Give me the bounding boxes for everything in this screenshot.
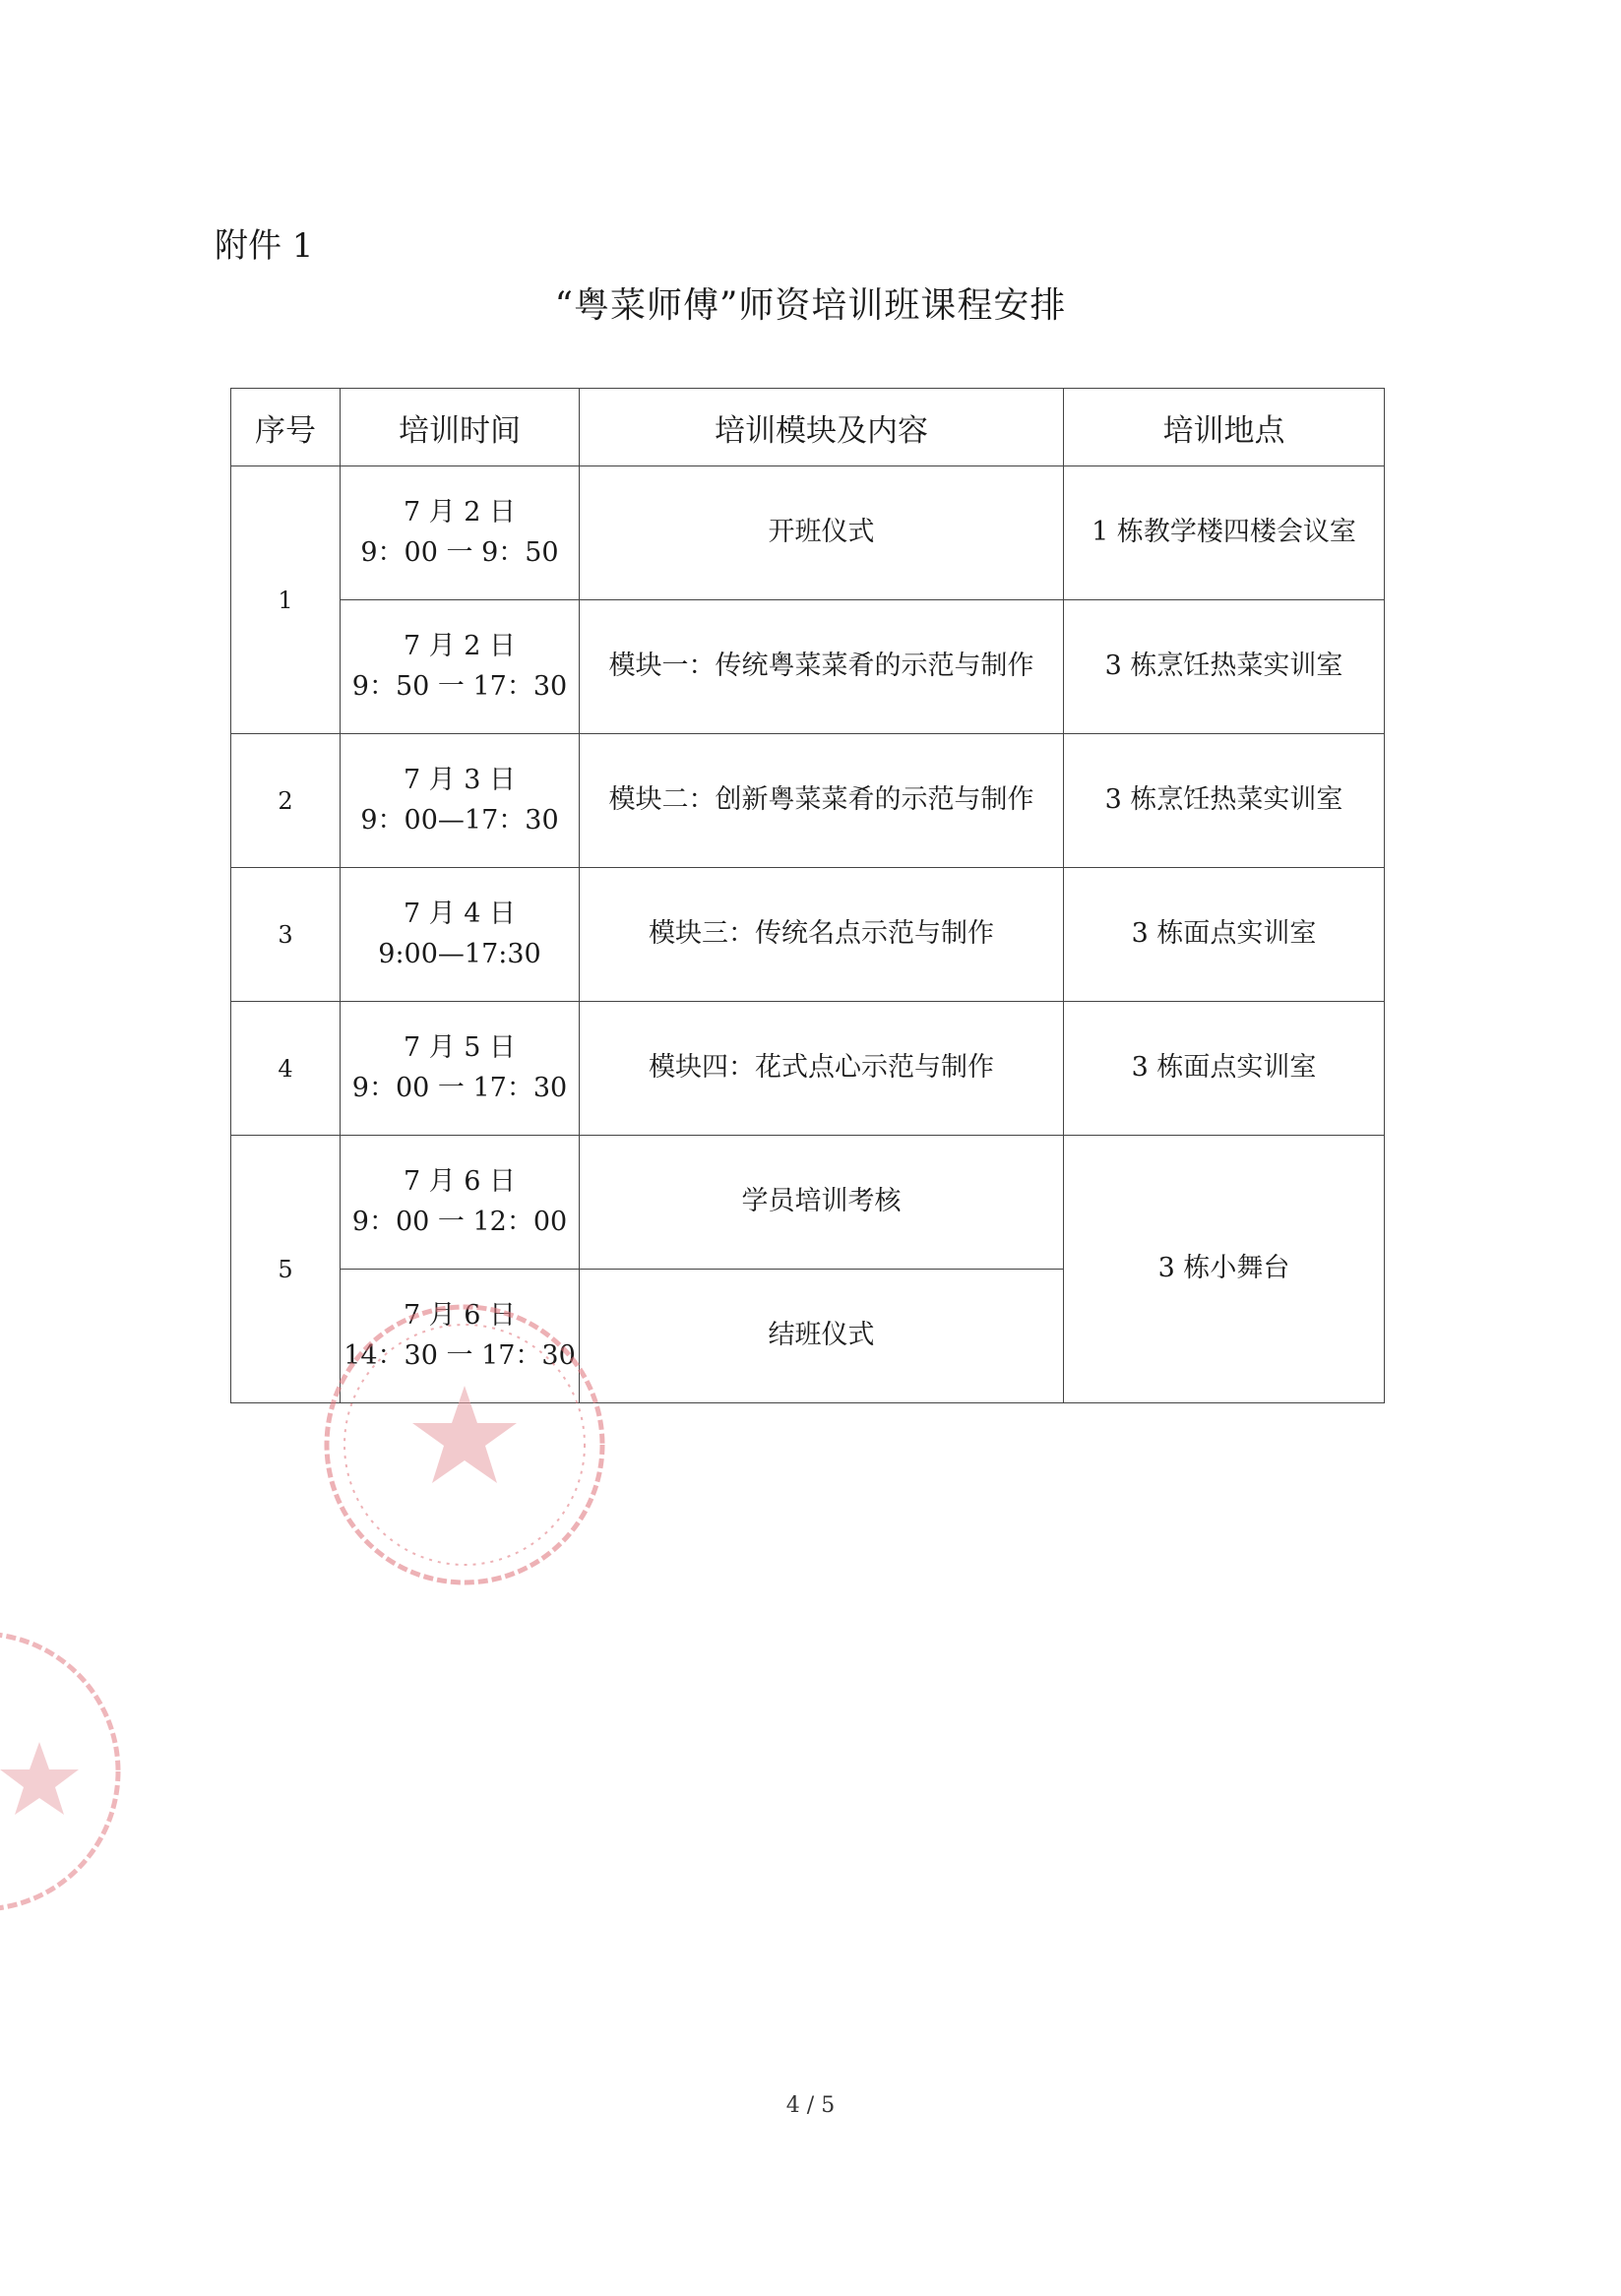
row-number: 2 (231, 734, 341, 868)
module-cell: 开班仪式 (580, 466, 1064, 600)
table-row (231, 600, 1385, 734)
date-text: 7 月 6 日 (403, 1166, 517, 1197)
time-cell (341, 1002, 580, 1136)
time-text: 9：00 一 12：00 (351, 1206, 568, 1237)
time-text: 9：00 一 9：50 (360, 536, 559, 568)
module-cell: 模块一：传统粤菜菜肴的示范与制作 (580, 600, 1064, 734)
page-number: 4 / 5 (785, 2093, 836, 2118)
time-cell (341, 600, 580, 734)
row-number: 3 (231, 868, 341, 1002)
location-cell: 3 栋烹饪热菜实训室 (1064, 600, 1385, 734)
time-cell (341, 734, 580, 868)
time-cell (341, 868, 580, 1002)
table-header-row (231, 389, 1385, 466)
date-text: 7 月 4 日 (403, 899, 517, 929)
table-row (231, 466, 1385, 600)
module-cell: 学员培训考核 (580, 1136, 1064, 1270)
location-cell: 3 栋面点实训室 (1064, 1002, 1385, 1136)
partial-seal-stamp (0, 1594, 138, 1949)
table-row (231, 1136, 1385, 1270)
location-cell: 3 栋烹饪热菜实训室 (1064, 734, 1385, 868)
location-cell: 3 栋面点实训室 (1064, 868, 1385, 1002)
table-row (231, 734, 1385, 868)
date-text: 7 月 3 日 (403, 765, 517, 795)
attachment-label: 附件 1 (215, 226, 314, 266)
header-module: 培训模块及内容 (580, 389, 1064, 466)
row-number: 4 (231, 1002, 341, 1136)
time-text: 14：30 一 17：30 (343, 1339, 576, 1371)
time-cell (341, 1136, 580, 1270)
row-number: 5 (231, 1136, 341, 1403)
row-number: 1 (231, 466, 341, 734)
time-cell (341, 466, 580, 600)
module-cell: 模块二：创新粤菜菜肴的示范与制作 (580, 734, 1064, 868)
date-text: 7 月 5 日 (403, 1032, 517, 1063)
time-text: 9:00—17:30 (378, 938, 541, 969)
schedule-table (230, 388, 1385, 1403)
date-text: 7 月 6 日 (403, 1300, 517, 1331)
table-row (231, 868, 1385, 1002)
header-time: 培训时间 (341, 389, 580, 466)
table-row (231, 1002, 1385, 1136)
location-cell: 3 栋小舞台 (1064, 1136, 1385, 1403)
document-title: “粤菜师傅”师资培训班课程安排 (554, 285, 1067, 326)
time-cell (341, 1270, 580, 1403)
header-no: 序号 (231, 389, 341, 466)
time-text: 9：00 一 17：30 (351, 1072, 568, 1103)
date-text: 7 月 2 日 (403, 497, 517, 527)
module-cell: 结班仪式 (580, 1270, 1064, 1403)
time-text: 9：00—17：30 (360, 804, 559, 836)
module-cell: 模块三：传统名点示范与制作 (580, 868, 1064, 1002)
module-cell: 模块四：花式点心示范与制作 (580, 1002, 1064, 1136)
header-location: 培训地点 (1064, 389, 1385, 466)
time-text: 9：50 一 17：30 (351, 670, 568, 702)
date-text: 7 月 2 日 (403, 631, 517, 661)
location-cell: 1 栋教学楼四楼会议室 (1064, 466, 1385, 600)
